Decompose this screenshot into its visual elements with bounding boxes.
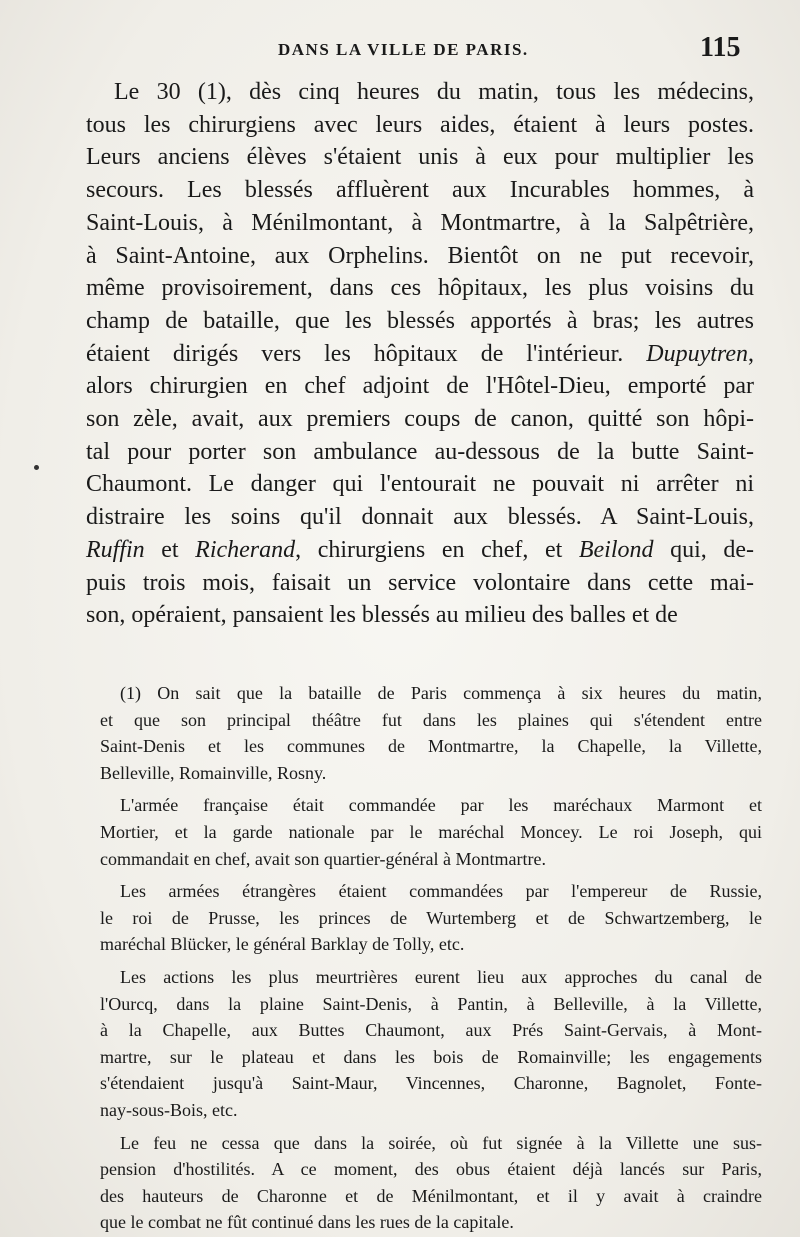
footnote-line: pension d'hostilités. A ce moment, des obus étaient déjà lancés sur Paris, bbox=[100, 1159, 762, 1180]
text-line: puis trois mois, faisait un service volontaire dans cette mai- bbox=[86, 569, 754, 596]
name-ruffin: Ruffin bbox=[86, 536, 145, 563]
text-fragment: et bbox=[144, 536, 196, 563]
text-fragment: , bbox=[748, 340, 755, 367]
footnote-paragraph bbox=[100, 792, 762, 872]
footnote-line: maréchal Blücker, le général Barklay de Tolly, etc. bbox=[100, 934, 465, 955]
footnote-line: (1) On sait que la bataille de Paris commença à six heures du matin, bbox=[120, 683, 762, 703]
text-line: Le 30 (1), dès cinq heures du matin, tous les médecins, bbox=[114, 79, 754, 105]
footnote-line: martre, sur le plateau et dans les bois de Romainville; les engagements bbox=[100, 1046, 762, 1067]
page-number: 115 bbox=[700, 32, 741, 63]
text-line: champ de bataille, que les blessés apportés à bras; les autres bbox=[86, 307, 754, 334]
footnote-line: Les armées étrangères étaient commandées par l'empereur de Russie, bbox=[120, 881, 762, 902]
footnote-paragraph bbox=[100, 680, 762, 786]
footnote-line: Saint-Denis et les communes de Montmartre, la Chapelle, la Villette, bbox=[100, 736, 762, 757]
footnote-line: Belleville, Romainville, Rosny. bbox=[100, 762, 327, 783]
footnote-line: Mortier, et la garde nationale par le maréchal Moncey. Le roi Joseph, qui bbox=[100, 821, 762, 842]
name-richerand: Richerand bbox=[195, 536, 296, 563]
text-fragment: , chirurgiens en chef, et bbox=[295, 536, 579, 563]
footnote-line: que le combat ne fût continué dans les rues de la capitale. bbox=[100, 1212, 514, 1233]
text-line: tous les chirurgiens avec leurs aides, étaient à leurs postes. bbox=[86, 111, 754, 138]
footnote-line: s'étendaient jusqu'à Saint-Maur, Vincennes, Charonne, Bagnolet, Fonte- bbox=[100, 1073, 762, 1094]
ink-mark bbox=[34, 465, 39, 470]
footnote-line: à la Chapelle, aux Buttes Chaumont, aux Prés Saint-Gervais, à Mont- bbox=[100, 1020, 762, 1041]
page-header bbox=[0, 32, 800, 72]
footnote-line: l'Ourcq, dans la plaine Saint-Denis, à Pantin, à Belleville, à la Villette, bbox=[100, 993, 762, 1014]
main-text bbox=[86, 76, 754, 632]
text-line: Saint-Louis, à Ménilmontant, à Montmartre, à la Salpêtrière, bbox=[86, 209, 754, 236]
text-line: son, opéraient, pansaient les blessés au milieu des balles et de bbox=[86, 602, 678, 629]
text-line bbox=[86, 534, 754, 567]
text-line: alors chirurgien en chef adjoint de l'Hôtel-Dieu, emporté par bbox=[86, 373, 754, 400]
footnote-paragraph bbox=[100, 1130, 762, 1236]
name-dupuytren: Dupuytren bbox=[646, 340, 749, 367]
text-line: son zèle, avait, aux premiers coups de canon, quitté son hôpi- bbox=[86, 406, 754, 433]
text-fragment: qui, de- bbox=[653, 536, 754, 563]
footnotes bbox=[100, 680, 762, 1237]
text-line: secours. Les blessés affluèrent aux Incurables hommes, à bbox=[86, 177, 754, 204]
text-fragment: étaient dirigés vers les hôpitaux de l'intérieur. bbox=[86, 340, 624, 367]
footnote-paragraph bbox=[100, 964, 762, 1124]
footnote-line: L'armée française était commandée par les maréchaux Marmont et bbox=[120, 795, 762, 816]
name-beilond: Beilond bbox=[578, 536, 654, 563]
text-line: tal pour porter son ambulance au-dessous de la butte Saint- bbox=[86, 438, 754, 465]
text-line: Leurs anciens élèves s'étaient unis à eux pour multiplier les bbox=[86, 144, 754, 171]
running-title: DANS LA VILLE DE PARIS. bbox=[278, 40, 529, 59]
footnote-line: Les actions les plus meurtrières eurent lieu aux approches du canal de bbox=[120, 966, 762, 987]
text-line: à Saint-Antoine, aux Orphelins. Bientôt on ne put recevoir, bbox=[86, 242, 754, 269]
footnote-line: nay-sous-Bois, etc. bbox=[100, 1099, 238, 1120]
footnote-line: et que son principal théâtre fut dans les plaines qui s'étendent entre bbox=[100, 709, 762, 730]
text-line: même provisoirement, dans ces hôpitaux, les plus voisins du bbox=[86, 275, 754, 302]
footnote-paragraph bbox=[100, 878, 762, 958]
footnote-line: le roi de Prusse, les princes de Wurtemberg et de Schwartzemberg, le bbox=[100, 907, 762, 928]
text-line bbox=[86, 338, 754, 371]
footnote-line: Le feu ne cessa que dans la soirée, où fut signée à la Villette une sus- bbox=[120, 1132, 762, 1153]
footnote-line: commandait en chef, avait son quartier-général à Montmartre. bbox=[100, 848, 546, 869]
footnote-line: des hauteurs de Charonne et de Ménilmontant, et il y avait à craindre bbox=[100, 1185, 762, 1206]
text-line: Chaumont. Le danger qui l'entourait ne pouvait ni arrêter ni bbox=[86, 471, 754, 498]
text-line: distraire les soins qu'il donnait aux blessés. A Saint-Louis, bbox=[86, 504, 754, 531]
